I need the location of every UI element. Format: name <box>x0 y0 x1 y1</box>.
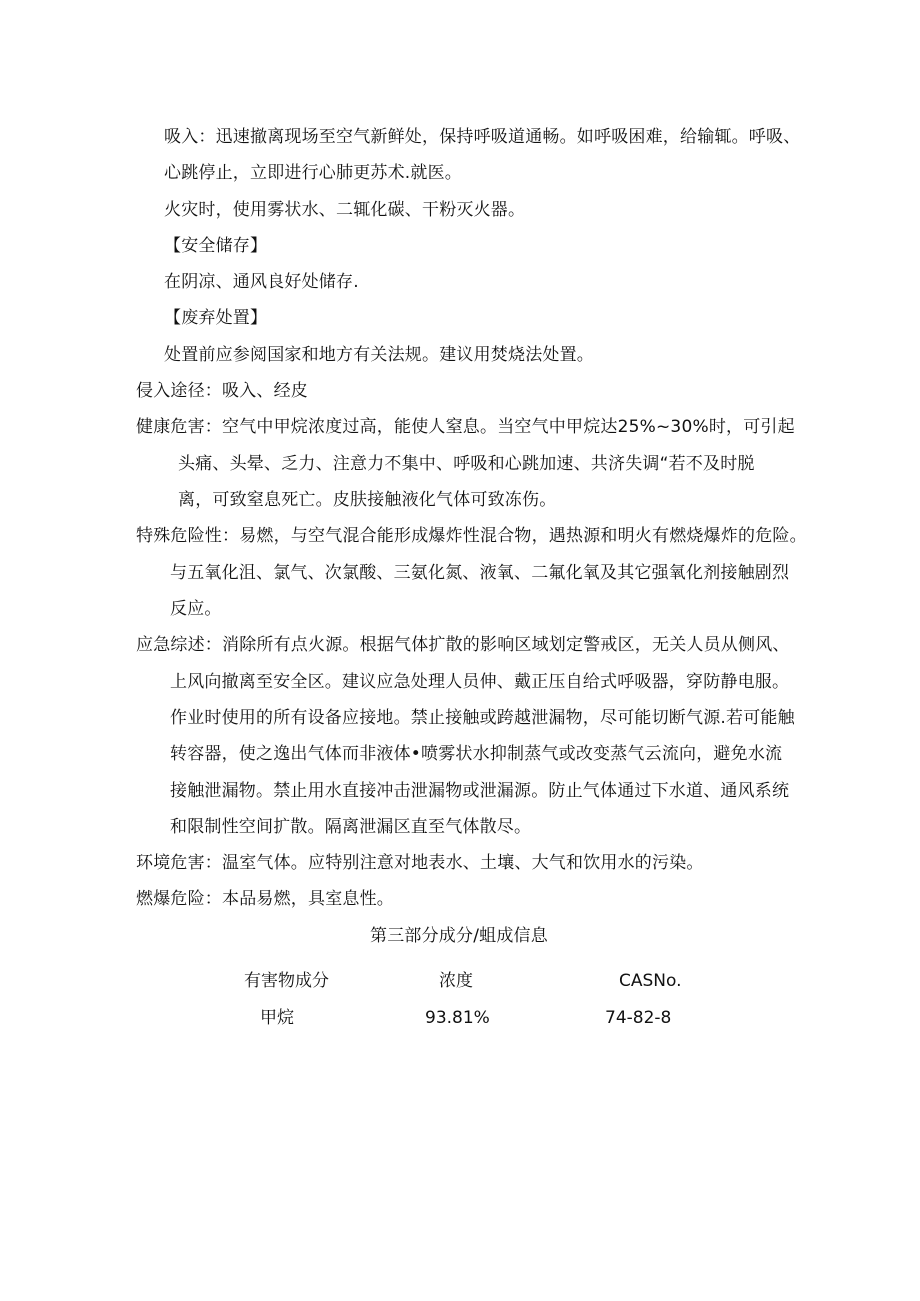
text-line: 吸入：迅速撤离现场至空气新鲜处，保持呼吸道通畅。如呼吸困难，给输辄。呼吸、 <box>164 127 801 147</box>
text-line: 作业时使用的所有设备应接地。禁止接触或跨越泄漏物，尽可能切断气源.若可能触 <box>170 708 795 728</box>
text-line: 燃爆危险：本品易燃，具室息性。 <box>136 889 394 909</box>
section-title: 第三部分成分/蛆成信息 <box>370 926 548 946</box>
table-header-cell: 浓度 <box>439 971 473 991</box>
text-line: 离，可致窒息死亡。皮肤接触液化气体可致冻伤。 <box>178 490 557 510</box>
text-line: 反应。 <box>170 599 222 619</box>
text-line: 和限制性空间扩散。隔离泄漏区直至气体散尽。 <box>170 817 532 837</box>
table-cell: 93.81% <box>425 1008 490 1028</box>
text-line: 心跳停止，立即进行心肺更苏术.就医。 <box>164 163 463 183</box>
text-line: 与五氧化沮、氯气、次氯酸、三氨化氮、液氧、二氟化氧及其它强氧化剂接触剧烈 <box>170 563 790 583</box>
text-line: 火灾时，使用雾状水、二辄化碳、干粉灭火器。 <box>164 200 526 220</box>
text-line: 转容器，使之逸出气体而非液体•喷雾状水抑制蒸气或改变蒸气云流向，避免水流 <box>170 744 783 764</box>
text-line: 接触泄漏物。禁止用水直接冲击泄漏物或泄漏源。防止气体通过下水道、通风系统 <box>170 781 790 801</box>
table-header-cell: CASNo. <box>619 971 682 991</box>
text-line: 环境危害：温室气体。应特别注意对地表水、土壤、大气和饮用水的污染。 <box>136 853 704 873</box>
text-line: 在阴凉、通风良好处储存. <box>164 272 359 292</box>
text-line: 健康危害：空气中甲烷浓度过高，能使人窒息。当空气中甲烷达25%~30%时，可引起 <box>136 417 795 437</box>
section-heading: 【安全储存】 <box>164 236 268 256</box>
section-heading: 【废弃处置】 <box>164 308 268 328</box>
text-line: 处置前应参阅国家和地方有关法规。建议用焚烧法处置。 <box>164 345 594 365</box>
table-cell: 甲烷 <box>260 1008 294 1028</box>
text-line: 上风向撤离至安全区。建议应急处理人员伸、戴正压自给式呼吸器，穿防静电服。 <box>170 672 790 692</box>
text-line: 侵入途径：吸入、经皮 <box>136 381 308 401</box>
table-cell: 74-82-8 <box>605 1008 672 1028</box>
text-line: 头痛、头晕、乏力、注意力不集中、呼吸和心跳加速、共济失调“若不及时脱 <box>178 454 755 474</box>
text-line: 特殊危险性：易燃，与空气混合能形成爆炸性混合物，遇热源和明火有燃烧爆炸的危险。 <box>136 526 807 546</box>
table-header-cell: 有害物成分 <box>244 971 329 991</box>
text-line: 应急综述：消除所有点火源。根据气体扩散的影响区域划定警戒区，无关人员从侧风、 <box>136 635 790 655</box>
